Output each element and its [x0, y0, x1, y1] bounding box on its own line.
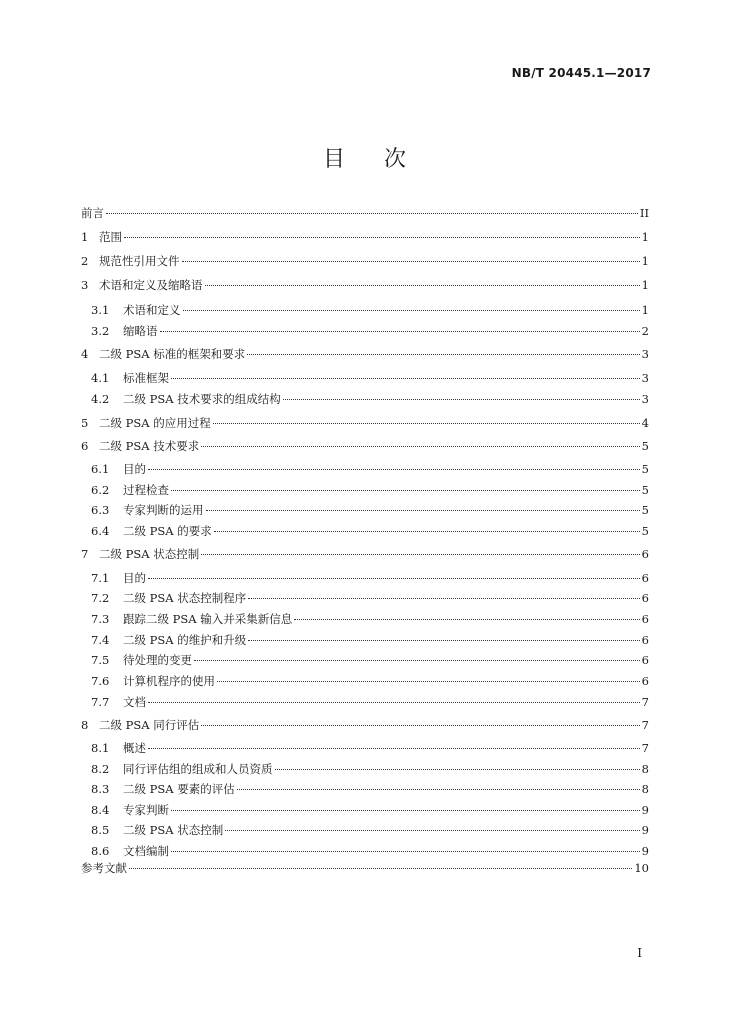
toc-entry-page: 3	[641, 392, 649, 406]
toc-entry[interactable]	[81, 345, 649, 363]
toc-entry-page: 6	[641, 547, 649, 561]
dot-leader	[206, 510, 640, 511]
toc-entry-page: 7	[641, 741, 649, 755]
toc-entry-number: 3.2	[91, 324, 110, 338]
toc-entry-page: 6	[641, 571, 649, 585]
page-title: 目 次	[323, 147, 422, 172]
dot-leader	[183, 310, 640, 311]
toc-entry-number: 6.4	[91, 524, 110, 538]
toc-entry-page: 6	[641, 674, 649, 688]
toc-entry[interactable]	[81, 545, 649, 563]
toc-entry-number: 8.2	[91, 762, 110, 776]
toc-entry-page: 7	[641, 695, 649, 709]
toc-entry-label: 同行评估组的组成和人员资质	[123, 762, 273, 776]
toc-entry-number: 6	[81, 439, 89, 453]
toc-entry-label: 标准框架	[123, 371, 169, 385]
toc-entry[interactable]	[81, 204, 649, 222]
toc-entry[interactable]	[81, 859, 649, 877]
dot-leader	[237, 789, 640, 790]
toc-entry-label: 待处理的变更	[123, 653, 192, 667]
toc-entry-number: 8.6	[91, 844, 110, 858]
dot-leader	[194, 660, 640, 661]
toc-entry[interactable]	[91, 760, 649, 778]
toc-entry-page: 6	[641, 612, 649, 626]
dot-leader	[171, 378, 640, 379]
toc-entry-page: 5	[641, 462, 649, 476]
toc-entry-number: 8.5	[91, 823, 110, 837]
dot-leader	[148, 578, 640, 579]
toc-entry[interactable]	[91, 369, 649, 387]
toc-entry-label: 范围	[99, 230, 122, 244]
dot-leader	[124, 237, 640, 238]
dot-leader	[106, 213, 638, 214]
toc-entry-label: 概述	[123, 741, 146, 755]
toc-entry[interactable]	[91, 672, 649, 690]
toc-entry-page: 1	[641, 254, 649, 268]
toc-entry-number: 6.1	[91, 462, 110, 476]
toc-entry-page: 9	[641, 823, 649, 837]
toc-entry[interactable]	[91, 522, 649, 540]
toc-entry-number: 7	[81, 547, 89, 561]
toc-entry[interactable]	[91, 301, 649, 319]
toc-entry[interactable]	[81, 716, 649, 734]
toc-entry-label: 术语和定义	[123, 303, 181, 317]
toc-entry-number: 5	[81, 416, 89, 430]
toc-entry[interactable]	[91, 631, 649, 649]
dot-leader	[248, 598, 639, 599]
toc-entry-label: 文档	[123, 695, 146, 709]
toc-entry-page: 9	[641, 844, 649, 858]
toc-entry[interactable]	[81, 276, 649, 294]
toc-entry-label: 二级 PSA 状态控制程序	[123, 591, 247, 605]
toc-entry-page: 8	[641, 782, 649, 796]
toc-entry-page: 5	[641, 524, 649, 538]
dot-leader	[247, 354, 639, 355]
toc-entry-label: 术语和定义及缩略语	[99, 278, 203, 292]
dot-leader	[148, 748, 640, 749]
toc-entry-page: 10	[634, 861, 649, 875]
standard-code: NB/T 20445.1—2017	[511, 66, 651, 80]
toc-entry[interactable]	[91, 821, 649, 839]
toc-entry-label: 二级 PSA 的要求	[123, 524, 212, 538]
toc-entry[interactable]	[91, 481, 649, 499]
dot-leader	[205, 285, 640, 286]
toc-entry[interactable]	[91, 589, 649, 607]
page-number: I	[637, 946, 642, 960]
toc-entry-page: 4	[641, 416, 649, 430]
toc-entry[interactable]	[91, 780, 649, 798]
toc-entry-label: 目的	[123, 462, 146, 476]
toc-entry-number: 6.3	[91, 503, 110, 517]
toc-entry-number: 4.1	[91, 371, 110, 385]
toc-entry-number: 7.1	[91, 571, 110, 585]
toc-entry-number: 7.3	[91, 612, 110, 626]
toc-entry[interactable]	[81, 414, 649, 432]
toc-entry-label: 计算机程序的使用	[123, 674, 215, 688]
toc-entry[interactable]	[91, 651, 649, 669]
dot-leader	[148, 469, 640, 470]
toc-entry-label: 前言	[81, 206, 104, 220]
dot-leader	[201, 554, 639, 555]
toc-entry-label: 二级 PSA 标准的框架和要求	[99, 347, 246, 361]
dot-leader	[171, 851, 640, 852]
dot-leader	[171, 490, 640, 491]
toc-entry-label: 二级 PSA 状态控制	[99, 547, 200, 561]
toc-entry[interactable]	[91, 569, 649, 587]
toc-entry-number: 3.1	[91, 303, 110, 317]
dot-leader	[201, 446, 639, 447]
toc-entry-label: 文档编制	[123, 844, 169, 858]
dot-leader	[182, 261, 640, 262]
toc-entry-label: 跟踪二级 PSA 输入并采集新信息	[123, 612, 293, 626]
toc-entry-label: 二级 PSA 技术要求	[99, 439, 200, 453]
toc-entry[interactable]	[91, 693, 649, 711]
toc-entry-label: 二级 PSA 的应用过程	[99, 416, 211, 430]
toc-entry-label: 二级 PSA 要素的评估	[123, 782, 235, 796]
toc-entry-number: 2	[81, 254, 89, 268]
dot-leader	[160, 331, 640, 332]
toc-entry-label: 专家判断	[123, 803, 169, 817]
toc-entry-number: 7.7	[91, 695, 110, 709]
toc-entry-page: 3	[641, 347, 649, 361]
toc-entry-label: 二级 PSA 的维护和升级	[123, 633, 247, 647]
toc-entry-number: 8.4	[91, 803, 110, 817]
toc-entry-number: 3	[81, 278, 89, 292]
toc-entry-number: 8.1	[91, 741, 110, 755]
toc-entry-page: 1	[641, 278, 649, 292]
toc-entry-number: 7.6	[91, 674, 110, 688]
toc-entry[interactable]	[91, 501, 649, 519]
toc-entry-number: 1	[81, 230, 89, 244]
toc-entry-page: 6	[641, 591, 649, 605]
toc-entry[interactable]	[91, 801, 649, 819]
toc-entry[interactable]	[81, 437, 649, 455]
toc-entry-page: 6	[641, 633, 649, 647]
toc-entry-number: 6.2	[91, 483, 110, 497]
toc-entry[interactable]	[91, 460, 649, 478]
toc-entry[interactable]	[91, 739, 649, 757]
toc-entry-label: 专家判断的运用	[123, 503, 204, 517]
dot-leader	[201, 725, 639, 726]
toc-entry-page: 6	[641, 653, 649, 667]
toc-entry-label: 过程检查	[123, 483, 169, 497]
toc-entry-page: 3	[641, 371, 649, 385]
dot-leader	[248, 640, 639, 641]
toc-entry-page: 5	[641, 439, 649, 453]
dot-leader	[129, 868, 632, 869]
toc-entry-page: 7	[641, 718, 649, 732]
toc-entry-label: 参考文献	[81, 861, 127, 875]
toc-entry-number: 7.2	[91, 591, 110, 605]
toc-entry-page: 2	[641, 324, 649, 338]
toc-entry-label: 二级 PSA 状态控制	[123, 823, 224, 837]
toc-entry-number: 7.5	[91, 653, 110, 667]
dot-leader	[217, 681, 640, 682]
toc-entry[interactable]	[81, 252, 649, 270]
toc-entry-label: 二级 PSA 技术要求的组成结构	[123, 392, 281, 406]
toc-entry-number: 4.2	[91, 392, 110, 406]
toc-entry-number: 7.4	[91, 633, 110, 647]
dot-leader	[214, 531, 640, 532]
toc-entry-page: 5	[641, 503, 649, 517]
toc-entry-page: 9	[641, 803, 649, 817]
toc-entry-page: 8	[641, 762, 649, 776]
dot-leader	[275, 769, 640, 770]
toc-entry-label: 二级 PSA 同行评估	[99, 718, 200, 732]
toc-entry-label: 目的	[123, 571, 146, 585]
toc-entry-number: 8.3	[91, 782, 110, 796]
toc-entry-page: II	[639, 206, 649, 220]
toc-entry-page: 1	[641, 303, 649, 317]
toc-entry[interactable]	[91, 842, 649, 860]
toc-entry-number: 4	[81, 347, 89, 361]
toc-entry-number: 8	[81, 718, 89, 732]
toc-entry[interactable]	[91, 390, 649, 408]
toc-entry-page: 1	[641, 230, 649, 244]
dot-leader	[283, 399, 640, 400]
toc-entry[interactable]	[81, 228, 649, 246]
toc-entry-page: 5	[641, 483, 649, 497]
toc-entry[interactable]	[91, 610, 649, 628]
toc-entry-label: 缩略语	[123, 324, 158, 338]
dot-leader	[225, 830, 639, 831]
toc-entry-label: 规范性引用文件	[99, 254, 180, 268]
dot-leader	[213, 423, 640, 424]
toc-entry[interactable]	[91, 322, 649, 340]
dot-leader	[171, 810, 640, 811]
dot-leader	[294, 619, 639, 620]
dot-leader	[148, 702, 640, 703]
